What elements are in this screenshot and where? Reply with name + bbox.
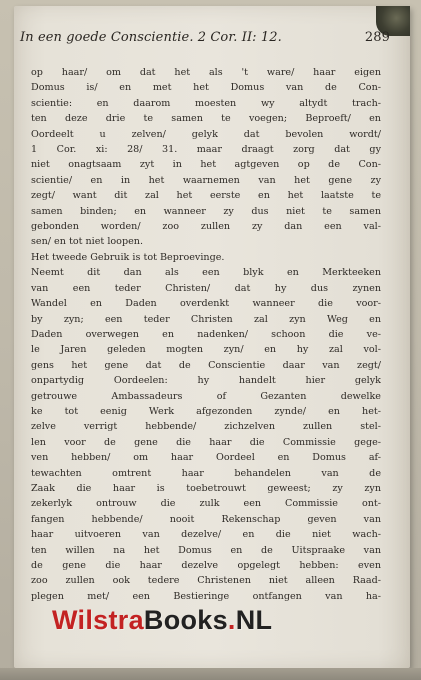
text-line: zelve verrigt hebbende/ zichzelven zullen stel-	[31, 421, 381, 433]
text-line: len voor de gene die haar die Commissie gege-	[31, 436, 381, 448]
text-line: getrouwe Ambassadeurs of Gezanten dewelke	[31, 390, 381, 402]
text-line: sen/ en tot niet loopen.	[31, 236, 144, 248]
running-head-title: In een goede Conscientie. 2 Cor. II: 12.	[20, 30, 282, 45]
text-line: zoo zullen ook tedere Christenen niet alleen Raad-	[31, 575, 381, 587]
text-line: ten deze drie te samen te voegen; Beproeft/ en	[31, 113, 381, 125]
text-line: Neemt dit dan als een blyk en Merkteeken	[31, 267, 381, 279]
text-line: zekerlyk ontrouw die zulk een Commissie ont-	[31, 498, 381, 510]
text-line: de gene die haar dezelve opgelegt hebben: even	[31, 560, 381, 571]
text-line: op haar/ om dat het als 't ware/ haar eigen	[31, 67, 381, 78]
text-line: ven hebben/ om haar Oordeel en Domus af-	[31, 452, 381, 464]
text-line: onpartydig Oordeelen: hy handelt hier gelyk	[31, 375, 381, 387]
text-line: 1 Cor. xi: 28/ 31. maar draagt zorg dat gy	[31, 144, 381, 156]
text-line: tewachten omtrent haar behandelen van de	[31, 467, 381, 479]
text-line: Zaak die haar is toebetrouwt geweest; zy zyn	[31, 482, 381, 494]
watermark-dot: .	[227, 605, 236, 635]
running-head	[20, 30, 390, 45]
text-line: Wandel en Daden overdenkt wanneer die voor-	[31, 298, 381, 310]
text-line: samen binden; en wanneer zy dus niet te samen	[31, 205, 381, 217]
text-line: haar uitvoeren van dezelve/ en die niet wach-	[31, 529, 381, 541]
text-line: ten willen na het Domus en de Uitspraake van	[31, 544, 381, 556]
watermark-part-nl: NL	[235, 605, 273, 635]
page-number: 289	[364, 30, 390, 45]
text-line: Domus is/ en met het Domus van de Con-	[31, 82, 381, 94]
body-text	[31, 65, 381, 604]
section-heading-line: Het tweede Gebruik is tot Beproevinge.	[31, 251, 225, 263]
text-line: by zyn; een teder Christen zal zyn Weg en	[31, 313, 381, 325]
text-line: Oordeelt u zelven/ gelyk dat bevolen wordt/	[31, 128, 381, 140]
text-line: plegen met/ een Bestieringe ontfangen van ha-	[31, 590, 381, 602]
text-line: van een teder Christen/ dat hy dus zynen	[31, 282, 381, 294]
text-line: scientie: en daarom moesten wy altydt trach-	[31, 97, 381, 109]
watermark-part-books: Books	[143, 605, 228, 635]
text-line: gebonden worden/ zoo zullen zy dan een val-	[31, 221, 381, 233]
text-line: Daden overwegen en nadenken/ schoon die ve-	[31, 328, 381, 340]
text-line: le Jaren geleden mogten zyn/ en hy zal vol-	[31, 344, 381, 356]
watermark-part-wilstra: Wilstra	[52, 605, 144, 635]
text-line: gens het gene dat de Conscientie daar van zegt/	[31, 359, 381, 371]
photo-bottom-edge	[0, 668, 421, 680]
text-line: zegt/ want dit zal het eerste en het laatste te	[31, 190, 381, 202]
roman-phrase: Beproevinge.	[160, 251, 225, 263]
text-line: ke tot eenig Werk afgezonden zynde/ en het-	[31, 405, 381, 417]
text-line: fangen hebbende/ nooit Rekenschap geven van	[31, 513, 381, 525]
text-line: scientie/ en in het waarnemen van het gene zy	[31, 174, 381, 186]
watermark-logo	[52, 605, 272, 636]
text-line: niet onagtsaam zyt in het agtgeven op de Con-	[31, 159, 381, 171]
